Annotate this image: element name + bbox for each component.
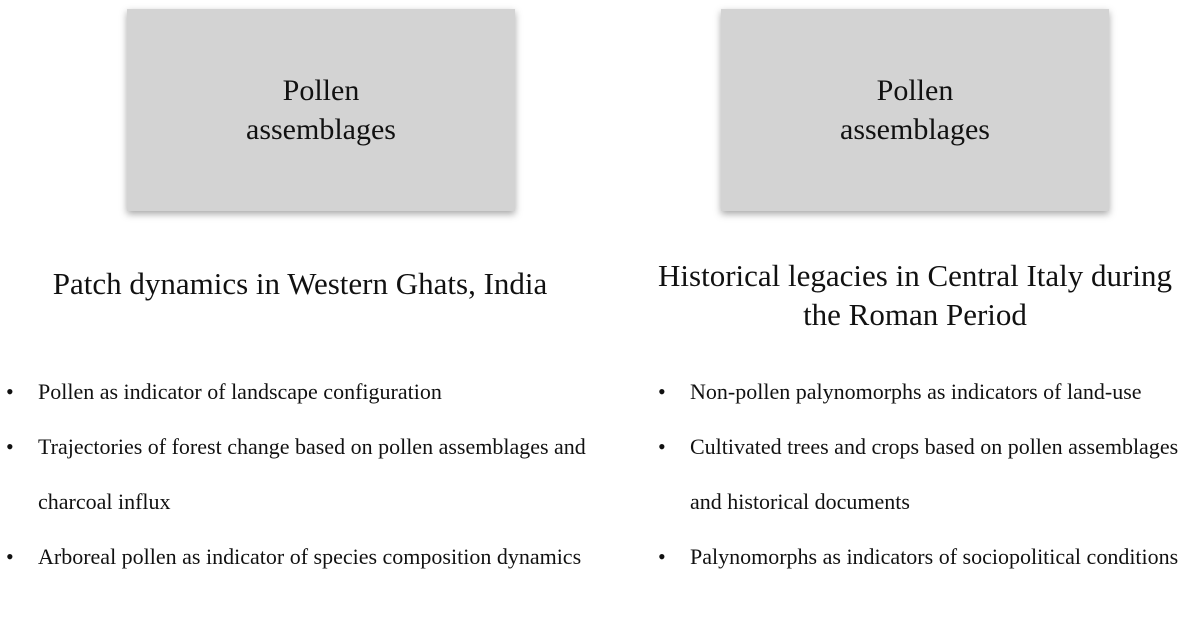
bullet-list-left [6, 364, 628, 584]
bullet-text: Trajectories of forest change based on pollen assemblages and charcoal influx [38, 434, 586, 514]
bullet-text: Arboreal pollen as indicator of species composition dynamics [38, 544, 582, 569]
bullet-dot-icon: • [658, 434, 666, 459]
bullet-text: Palynomorphs as indicators of sociopolitical conditions [690, 544, 1179, 569]
bullet-text: Pollen as indicator of landscape configuration [38, 379, 442, 404]
bullet-dot-icon: • [6, 434, 14, 459]
bullet-text: Non-pollen palynomorphs as indicators of land-use [690, 379, 1142, 404]
bullet-item [658, 529, 1200, 584]
bullet-dot-icon: • [658, 379, 666, 404]
bullet-list-right [658, 364, 1200, 584]
bullet-text: Cultivated trees and crops based on pollen assemblages and historical documents [690, 434, 1179, 514]
bullet-dot-icon: • [6, 544, 14, 569]
bullet-item [6, 419, 628, 529]
bullet-item [6, 529, 628, 584]
box-label-right: Pollen assemblages [840, 74, 990, 146]
box-label-left: Pollen assemblages [246, 74, 396, 146]
heading-left: Patch dynamics in Western Ghats, India [52, 266, 548, 301]
bullet-dot-icon: • [6, 379, 14, 404]
bullet-dot-icon: • [658, 544, 666, 569]
pollen-assemblages-box-left [127, 9, 515, 211]
bullet-item [6, 364, 628, 419]
heading-right: Historical legacies in Central Italy during the Roman Period [658, 258, 1172, 332]
pollen-assemblages-box-right [721, 9, 1109, 211]
bullet-item [658, 419, 1200, 529]
bullet-item [658, 364, 1200, 419]
